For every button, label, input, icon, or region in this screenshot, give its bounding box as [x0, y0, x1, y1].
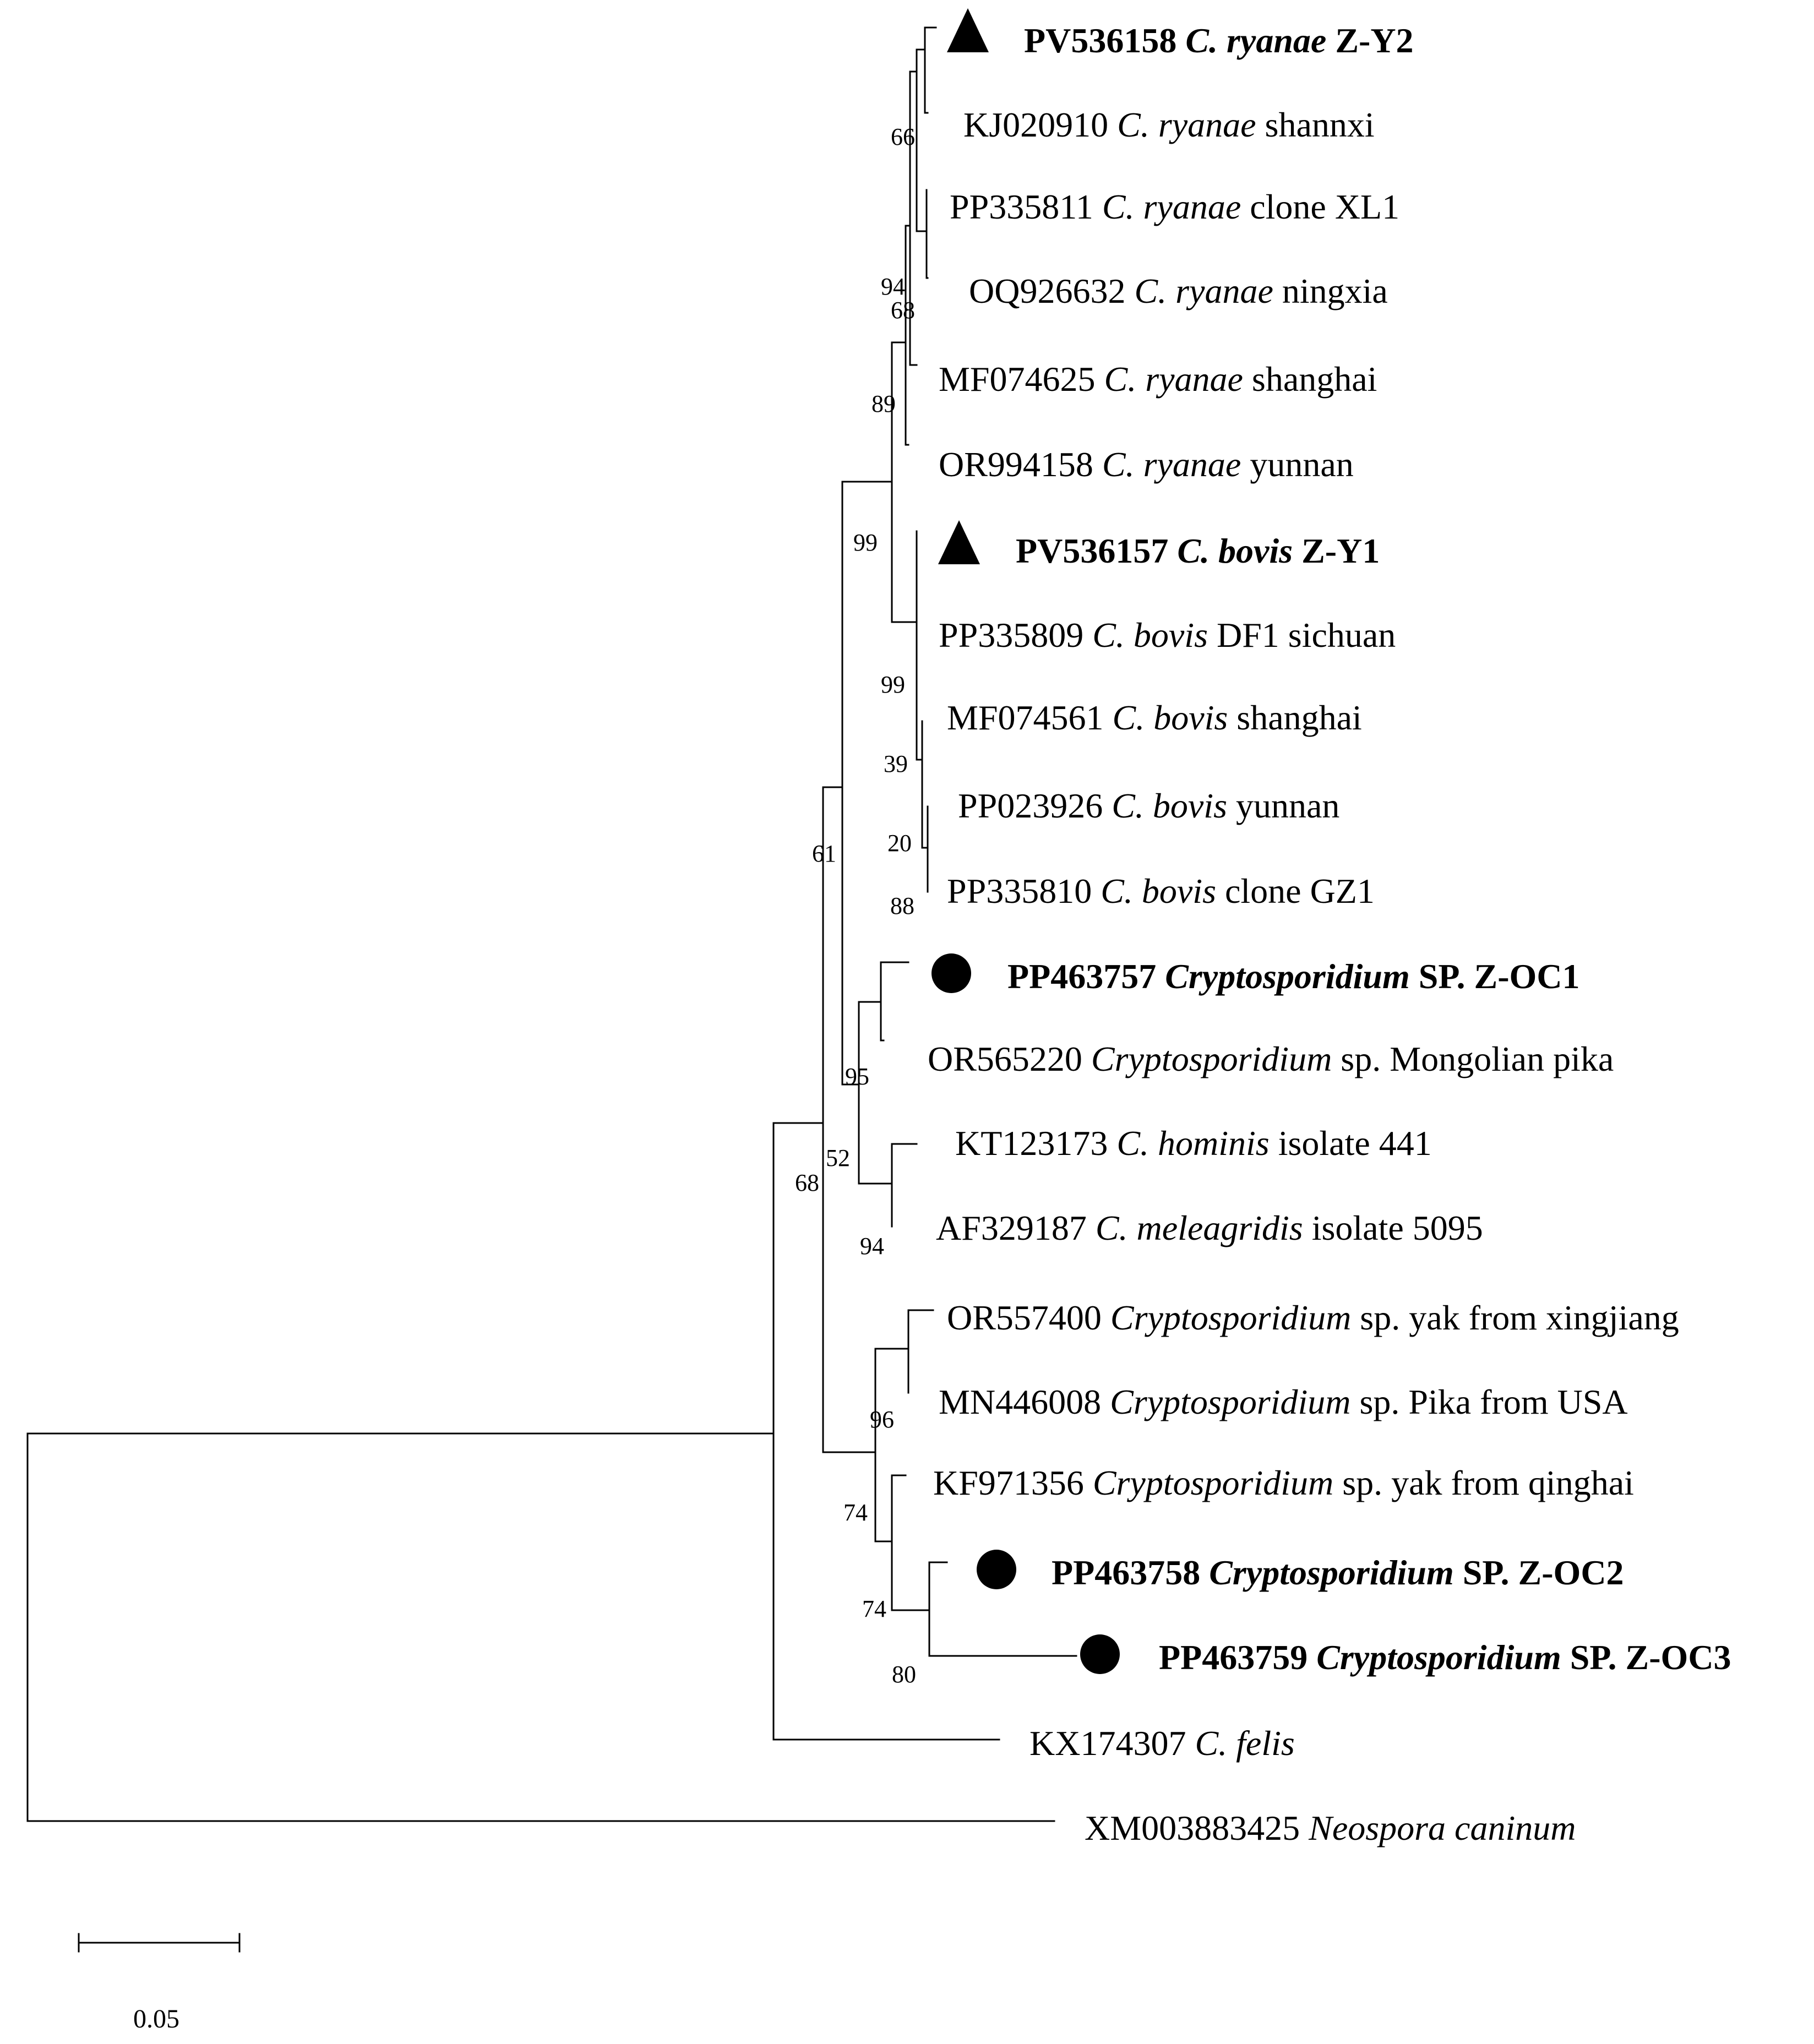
- tip-label: [933, 1463, 1634, 1502]
- accession-number: PP023926: [958, 786, 1112, 825]
- bootstrap-value: 39: [884, 750, 908, 777]
- tip-label: [939, 615, 1396, 655]
- isolate-label: isolate 441: [1269, 1124, 1432, 1163]
- species-name: C. ryanae: [1102, 187, 1241, 226]
- species-name: Cryptosporidium: [1316, 1638, 1561, 1677]
- tip-label: [928, 1039, 1614, 1078]
- species-name: C. bovis: [1101, 871, 1216, 911]
- tip-label: [1016, 531, 1380, 570]
- accession-number: PP463757: [1007, 957, 1165, 996]
- bootstrap-value: 88: [890, 892, 914, 919]
- isolate-label: clone XL1: [1241, 187, 1400, 226]
- species-name: C. hominis: [1116, 1124, 1270, 1163]
- bootstrap-value: 99: [881, 671, 905, 698]
- bootstrap-value: 52: [826, 1144, 850, 1171]
- species-name: Cryptosporidium: [1209, 1553, 1454, 1592]
- species-name: C. ryanae: [1185, 21, 1327, 60]
- tip-label: [939, 1382, 1628, 1421]
- isolate-label: shannxi: [1256, 105, 1375, 144]
- accession-number: PV536157: [1016, 531, 1178, 570]
- tip-label: [936, 1208, 1483, 1247]
- species-name: C. ryanae: [1134, 271, 1273, 310]
- tip-label: [939, 445, 1354, 484]
- tip-markers: [931, 8, 1120, 1674]
- tip-label: [950, 187, 1399, 226]
- accession-number: PP463759: [1159, 1638, 1317, 1677]
- accession-number: AF329187: [936, 1208, 1096, 1247]
- species-name: C. bovis: [1092, 615, 1208, 655]
- accession-number: PP335811: [950, 187, 1102, 226]
- species-name: C. ryanae: [1104, 359, 1243, 399]
- isolate-label: SP. Z-OC1: [1409, 957, 1580, 996]
- tree-branches: [28, 28, 1076, 1821]
- tip-label: [1085, 1808, 1576, 1847]
- isolate-label: DF1 sichuan: [1207, 615, 1396, 655]
- tip-label: [955, 1124, 1432, 1163]
- bootstrap-value: 66: [891, 123, 915, 150]
- tip-label: [947, 871, 1375, 911]
- tip-label: [1029, 1724, 1295, 1763]
- bootstrap-value: 96: [870, 1406, 894, 1433]
- bootstrap-value: 74: [843, 1499, 868, 1526]
- tip-label: [1052, 1553, 1624, 1592]
- scale-bar: [79, 1934, 239, 2034]
- bootstrap-values: [795, 123, 916, 1688]
- tip-label: [958, 786, 1339, 825]
- accession-number: KF971356: [933, 1463, 1093, 1502]
- species-name: C. ryanae: [1117, 105, 1256, 144]
- isolate-label: sp. yak from qinghai: [1333, 1463, 1634, 1502]
- tip-label: [1159, 1638, 1731, 1677]
- tip-label: [1024, 21, 1414, 60]
- isolate-label: yunnan: [1241, 445, 1354, 484]
- bootstrap-value: 80: [892, 1661, 916, 1688]
- accession-number: OR565220: [928, 1039, 1091, 1078]
- accession-number: MF074625: [939, 359, 1104, 399]
- bootstrap-value: 89: [871, 390, 896, 417]
- bootstrap-value: 68: [891, 297, 915, 324]
- isolate-label: Z-Y2: [1326, 21, 1414, 60]
- accession-number: OR994158: [939, 445, 1102, 484]
- accession-number: PP335810: [947, 871, 1101, 911]
- isolate-label: sp. yak from xingjiang: [1351, 1298, 1679, 1337]
- triangle-marker-icon: [938, 520, 980, 564]
- isolate-label: isolate 5095: [1303, 1208, 1483, 1247]
- species-name: C. bovis: [1112, 786, 1227, 825]
- accession-number: OR557400: [947, 1298, 1110, 1337]
- tip-labels: [928, 21, 1731, 1847]
- species-name: Cryptosporidium: [1091, 1039, 1332, 1078]
- isolate-label: SP. Z-OC2: [1453, 1553, 1624, 1592]
- isolate-label: clone GZ1: [1216, 871, 1375, 911]
- accession-number: PP463758: [1052, 1553, 1210, 1592]
- circle-marker-icon: [977, 1550, 1016, 1589]
- accession-number: PV536158: [1024, 21, 1186, 60]
- bootstrap-value: 20: [887, 830, 912, 857]
- accession-number: KJ020910: [963, 105, 1118, 144]
- tip-label: [947, 698, 1362, 737]
- circle-marker-icon: [931, 953, 971, 993]
- species-name: C. bovis: [1112, 698, 1228, 737]
- isolate-label: yunnan: [1227, 786, 1340, 825]
- triangle-marker-icon: [947, 8, 989, 52]
- species-name: Cryptosporidium: [1165, 957, 1410, 996]
- accession-number: MN446008: [939, 1382, 1110, 1421]
- species-name: C. felis: [1195, 1724, 1295, 1763]
- accession-number: PP335809: [939, 615, 1093, 655]
- species-name: Cryptosporidium: [1092, 1463, 1334, 1502]
- bootstrap-value: 68: [795, 1169, 819, 1196]
- species-name: C. bovis: [1177, 531, 1293, 570]
- isolate-label: Z-Y1: [1293, 531, 1380, 570]
- accession-number: KX174307: [1029, 1724, 1195, 1763]
- bootstrap-value: 99: [853, 529, 878, 556]
- accession-number: MF074561: [947, 698, 1113, 737]
- accession-number: KT123173: [955, 1124, 1117, 1163]
- tip-label: [939, 359, 1377, 399]
- isolate-label: sp. Pika from USA: [1350, 1382, 1628, 1421]
- species-name: C. meleagridis: [1095, 1208, 1303, 1247]
- species-name: Cryptosporidium: [1110, 1298, 1352, 1337]
- isolate-label: SP. Z-OC3: [1561, 1638, 1731, 1677]
- tip-label: [1007, 957, 1580, 996]
- isolate-label: shanghai: [1228, 698, 1362, 737]
- accession-number: XM003883425: [1085, 1808, 1309, 1847]
- isolate-label: sp. Mongolian pika: [1332, 1039, 1614, 1078]
- accession-number: OQ926632: [969, 271, 1135, 310]
- tip-label: [947, 1298, 1679, 1337]
- bootstrap-value: 74: [862, 1595, 886, 1622]
- tip-label: [963, 105, 1375, 144]
- circle-marker-icon: [1080, 1634, 1120, 1674]
- bootstrap-value: 95: [845, 1063, 869, 1090]
- scale-bar-label: 0.05: [133, 2004, 179, 2034]
- isolate-label: shanghai: [1243, 359, 1377, 399]
- isolate-label: ningxia: [1273, 271, 1388, 310]
- species-name: Neospora caninum: [1309, 1808, 1576, 1847]
- tip-label: [969, 271, 1388, 310]
- bootstrap-value: 61: [812, 840, 836, 867]
- species-name: Cryptosporidium: [1110, 1382, 1351, 1421]
- species-name: C. ryanae: [1102, 445, 1241, 484]
- bootstrap-value: 94: [881, 273, 905, 300]
- bootstrap-value: 94: [860, 1233, 884, 1260]
